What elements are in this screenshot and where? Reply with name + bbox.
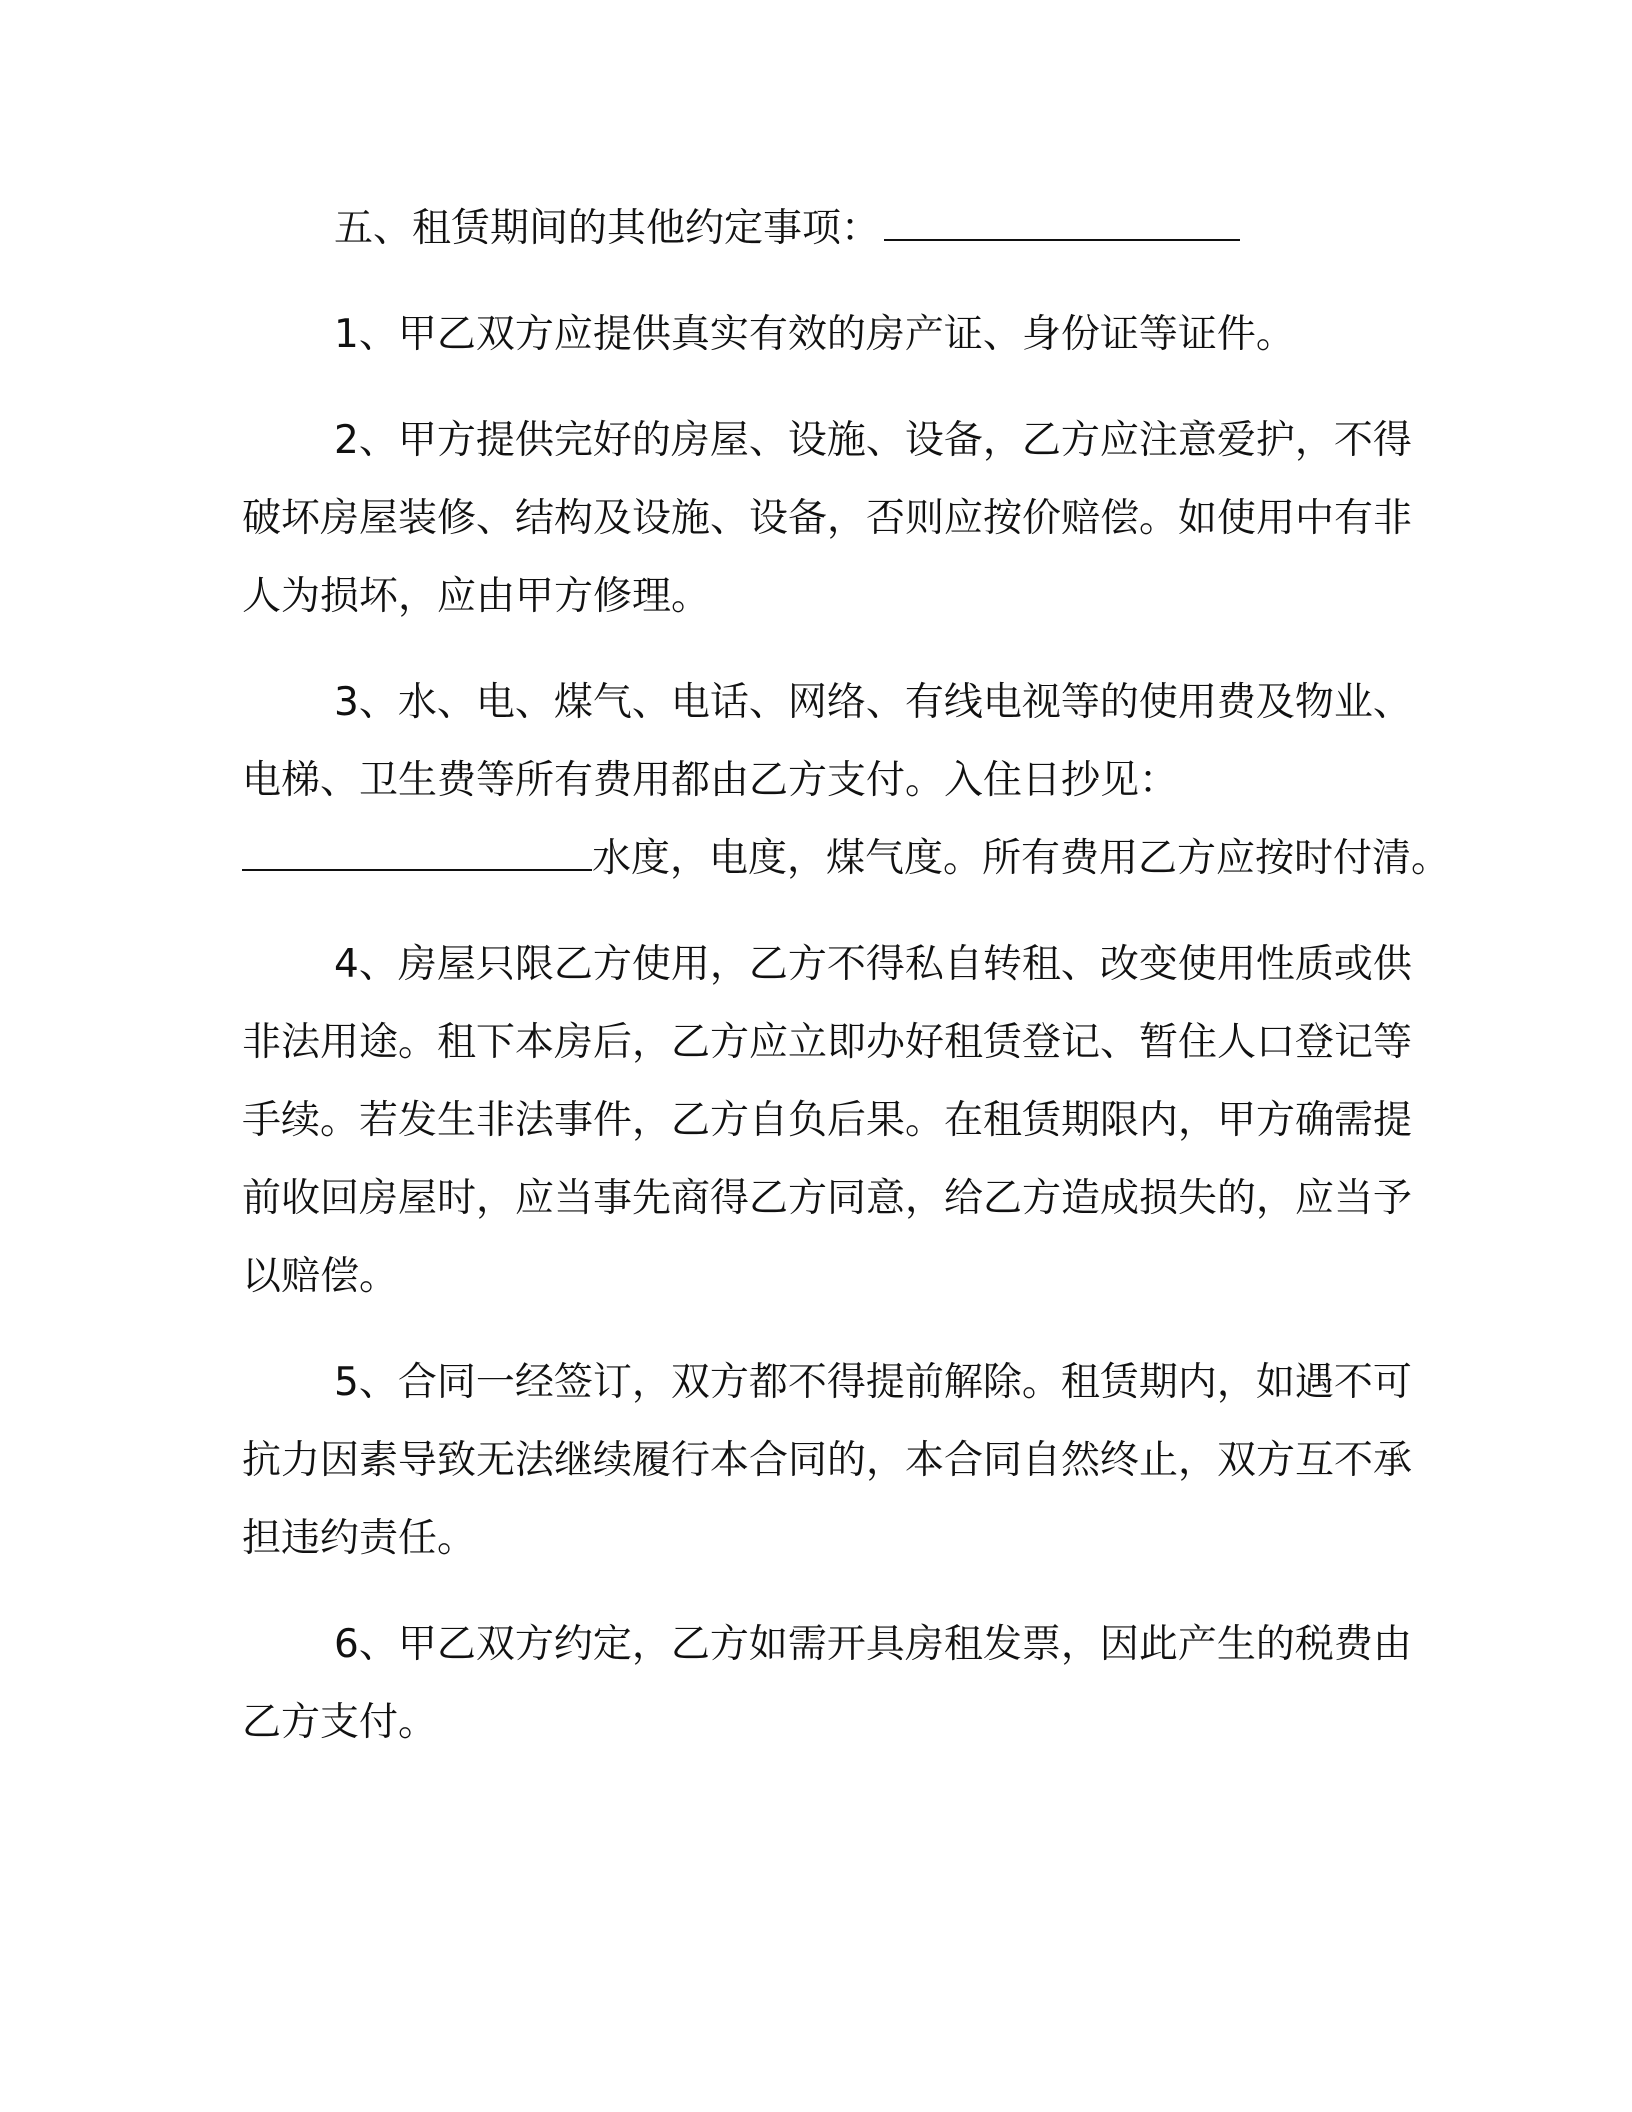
document-body [242,190,1451,1762]
clause-5 [242,1344,1413,1578]
clause-line: 担违约责任。 [242,1516,477,1561]
clause-line: 抗力因素导致无法继续履行本合同的，本合同自然终止，双方互不承 [242,1438,1413,1483]
clause-line: 3、水、电、煤气、电话、网络、有线电视等的使用费及物业、 [334,680,1412,725]
clause-line: 5、合同一经签订，双方都不得提前解除。租赁期内，如遇不可 [334,1360,1412,1405]
clause-line: 6、甲乙双方约定，乙方如需开具房租发票，因此产生的税费由 [334,1622,1412,1667]
clause-line: 以赔偿。 [242,1254,399,1299]
clause-line: 非法用途。租下本房后，乙方应立即办好租赁登记、暂住人口登记等 [242,1020,1413,1065]
clause-line: 乙方支付。 [242,1700,438,1745]
clause-line: 破坏房屋装修、结构及设施、设备，否则应按价赔偿。如使用中有非 [242,496,1413,541]
clause-3-tail: 水度，电度，煤气度。所有费用乙方应按时付清。 [592,836,1451,881]
fill-in-blank [884,209,1240,241]
section-heading: 五、租赁期间的其他约定事项： [334,206,881,251]
clause-1 [242,296,1402,374]
clause-line: 电梯、卫生费等所有费用都由乙方支付。入住日抄见： [242,758,1179,803]
clause-4 [242,926,1413,1316]
clause-line: 前收回房屋时，应当事先商得乙方同意，给乙方造成损失的，应当予 [242,1176,1413,1221]
clause-3 [242,664,1451,898]
meter-reading-blank [242,839,592,871]
section-heading-line [242,190,1402,268]
clause-line: 人为损坏，应由甲方修理。 [242,574,711,619]
clause-line: 4、房屋只限乙方使用，乙方不得私自转租、改变使用性质或供 [334,942,1412,987]
clause-line-with-blank [242,820,1451,898]
clause-line: 1、甲乙双方应提供真实有效的房产证、身份证等证件。 [334,312,1295,357]
clause-line: 2、甲方提供完好的房屋、设施、设备，乙方应注意爱护，不得 [334,418,1412,463]
clause-6 [242,1606,1412,1762]
clause-line: 手续。若发生非法事件，乙方自负后果。在租赁期限内，甲方确需提 [242,1098,1413,1143]
clause-2 [242,402,1413,636]
